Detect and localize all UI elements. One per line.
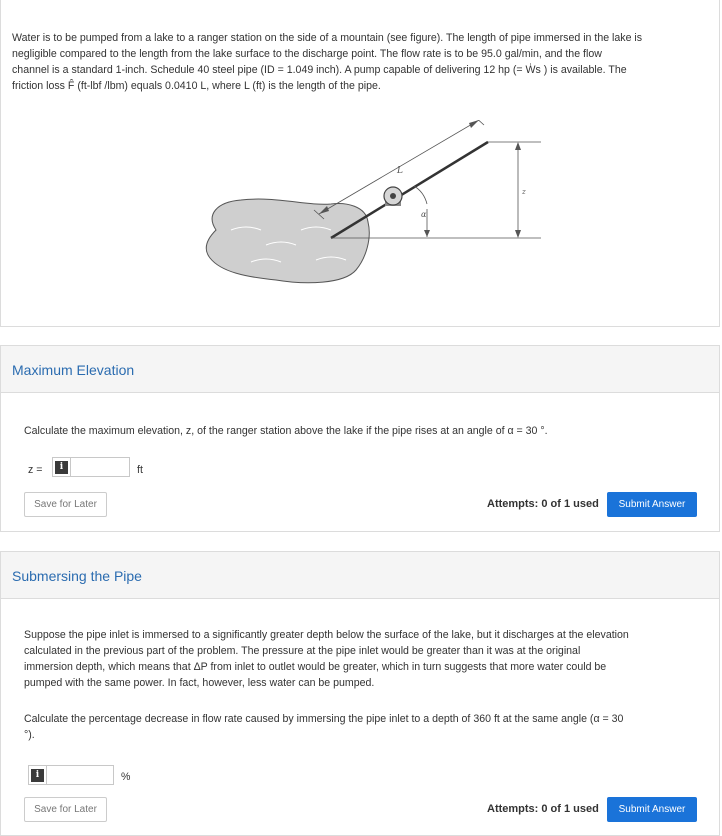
text-line: pumped with the same power. In fact, however, less water can be pumped. <box>24 677 375 689</box>
scenario-text <box>24 627 700 691</box>
problem-card <box>0 0 720 327</box>
attempts-counter: Attempts: 0 of 1 used <box>487 803 599 815</box>
text-line: Suppose the pipe inlet is immersed to a significantly greater depth below the surface of the lake, but it discharges at the elevation <box>24 629 629 641</box>
figure-label-L: L <box>397 166 403 176</box>
problem-statement <box>12 30 712 94</box>
section-title: Submersing the Pipe <box>12 568 142 584</box>
text-line: Calculate the percentage decrease in flow rate caused by immersing the pipe inlet to a depth of 360 ft at the same angle (α = 30 <box>24 713 624 725</box>
lake-shape <box>206 199 369 283</box>
problem-line: Water is to be pumped from a lake to a ranger station on the side of a mountain (see figure). The length of pipe immersed in the lake is <box>12 32 643 44</box>
text-line: °). <box>24 729 35 741</box>
question-text: Calculate the maximum elevation, z, of the ranger station above the lake if the pipe rises at an angle of α = 30 °. <box>24 425 548 437</box>
attempts-counter: Attempts: 0 of 1 used <box>487 498 599 510</box>
problem-line: channel is a standard 1-inch. Schedule 40 steel pipe (ID = 1.049 inch). A pump capable of delivering 12 hp (= Ẇs ) is available. The <box>12 64 627 76</box>
info-icon: i <box>55 461 68 474</box>
section-body-submersing <box>0 599 720 836</box>
text-line: calculated in the previous part of the problem. The pressure at the pipe inlet would be greater than it was at the original <box>24 645 581 657</box>
problem-line: friction loss F̂ (ft-lbf /lbm) equals 0.0410 L, where L (ft) is the length of the pipe. <box>12 80 381 92</box>
figure-label-alpha: α <box>421 210 427 219</box>
section-title: Maximum Elevation <box>12 362 135 378</box>
elevation-input[interactable] <box>70 457 130 477</box>
section-header-submersing <box>0 551 720 599</box>
variable-label: z = <box>28 464 43 476</box>
unit-label: % <box>121 771 131 783</box>
save-for-later-button[interactable]: Save for Later <box>24 797 107 822</box>
submit-answer-button[interactable]: Submit Answer <box>607 492 697 517</box>
percentage-input[interactable] <box>46 765 114 785</box>
submit-answer-button[interactable]: Submit Answer <box>607 797 697 822</box>
info-button[interactable] <box>52 457 70 477</box>
section-header-max-elevation <box>0 345 720 393</box>
info-icon: i <box>31 769 44 782</box>
info-button[interactable] <box>28 765 46 785</box>
problem-line: negligible compared to the length from the lake surface to the discharge point. The flow rate is to be 95.0 gal/min, and the flow <box>12 48 602 60</box>
pump-icon <box>384 187 402 206</box>
save-for-later-button[interactable]: Save for Later <box>24 492 107 517</box>
pipe-figure <box>196 120 556 290</box>
text-line: immersion depth, which means that ΔP from inlet to outlet would be greater, which in turn suggests that more water could be <box>24 661 607 673</box>
unit-label: ft <box>137 464 143 476</box>
pipe-line <box>331 142 488 238</box>
question-text <box>24 711 700 743</box>
figure-label-z: z <box>522 188 526 196</box>
section-body-max-elevation <box>0 393 720 532</box>
